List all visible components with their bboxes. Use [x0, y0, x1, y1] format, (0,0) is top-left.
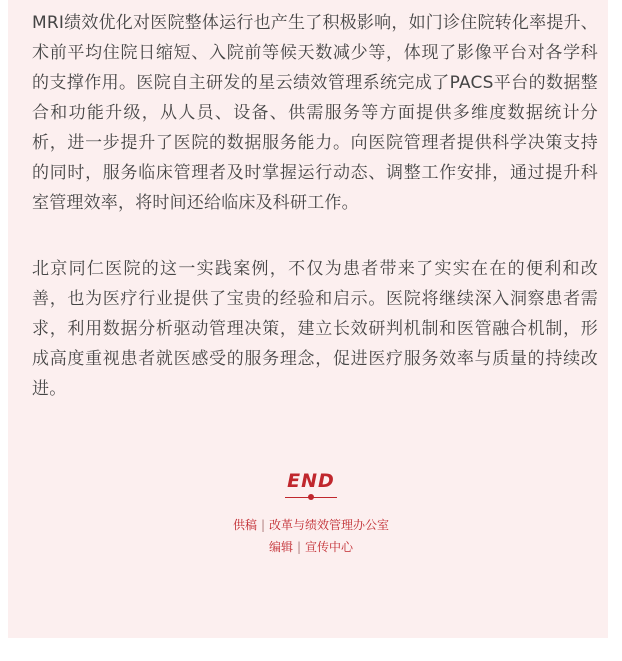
end-label: END: [287, 470, 335, 492]
credits: [0, 514, 622, 558]
credit-contributor: [0, 514, 622, 536]
article-body: [32, 8, 598, 404]
credit-editor-role: 编辑: [268, 540, 293, 554]
paragraph-mri-performance: MRI绩效优化对医院整体运行也产生了积极影响，如门诊住院转化率提升、术前平均住院日缩短、入院前等候天数减少等，体现了影像平台对各学科的支撑作用。医院自主研发的星云绩效管理系统完成了PACS平台的数据整合和功能升级，从人员、设备、供需服务等方面提供多维度数据统计分析，进一步提升了医院的数据服务能力。向医院管理者提供科学决策支持的同时，服务临床管理者及时掌握运行动态、调整工作安排，通过提升科室管理效率，将时间还给临床及科研工作。: [32, 13, 598, 213]
credit-contributor-role: 供稿: [232, 518, 257, 532]
end-footer: [0, 468, 622, 558]
credit-contributor-name: 改革与绩效管理办公室: [269, 518, 390, 532]
credit-editor: [0, 536, 622, 558]
end-divider: [285, 497, 337, 498]
credit-separator: |: [260, 518, 266, 532]
paragraph-tongren-practice: 北京同仁医院的这一实践案例，不仅为患者带来了实实在在的便利和改善，也为医疗行业提供了宝贵的经验和启示。医院将继续深入洞察患者需求，利用数据分析驱动管理决策，建立长效研判机制和医管融合机制，形成高度重视患者就医感受的服务理念，促进医疗服务效率与质量的持续改进。: [32, 259, 598, 399]
end-divider-dot-icon: [308, 494, 314, 500]
credit-separator: |: [296, 540, 302, 554]
credit-editor-name: 宣传中心: [305, 540, 354, 554]
